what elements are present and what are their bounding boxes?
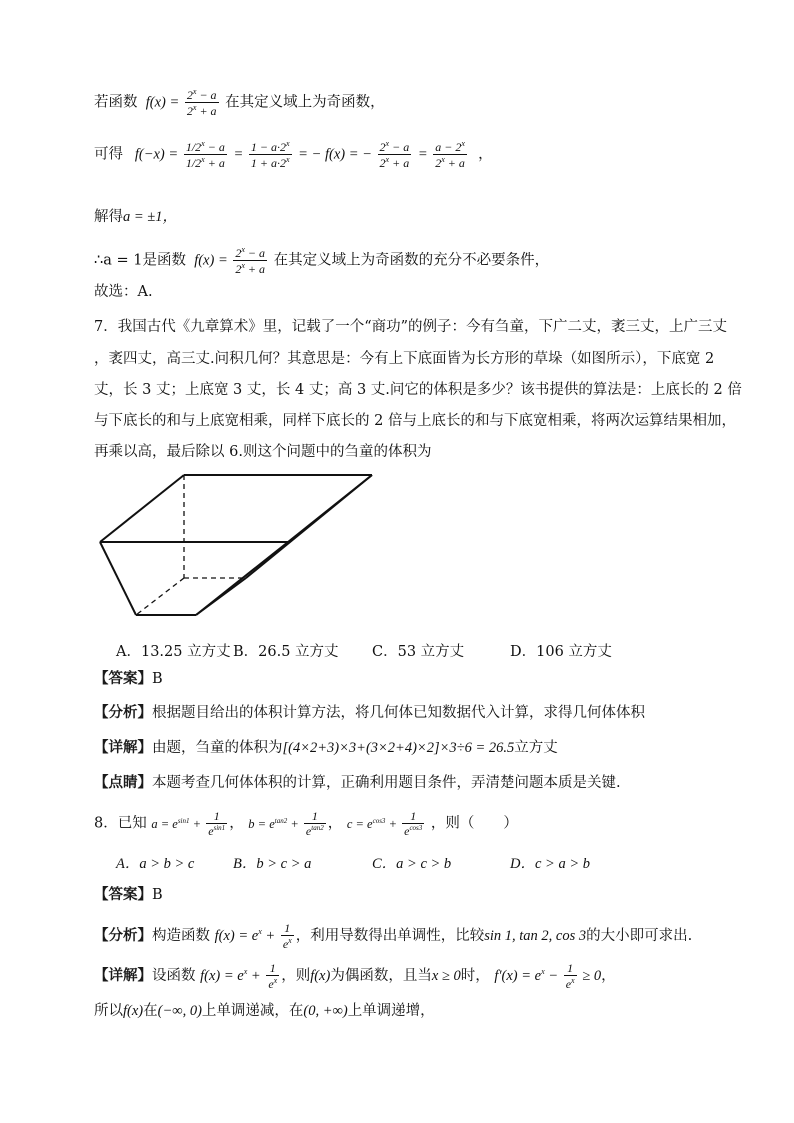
fraction: $\frac{1}{e^x}$ xyxy=(268,961,278,991)
text: ，则 xyxy=(281,968,311,984)
comment-text: 本题考查几何体体积的计算，正确利用题目条件，弄清楚问题本质是关键. xyxy=(152,775,621,791)
option-a: A．13.25 立方丈 xyxy=(116,644,231,660)
p8-answer xyxy=(94,888,163,903)
p7-line2: ，袤四丈，高三丈.问积几何？其意思是：今有上下底面皆为长方形的草垛（如图所示），下底宽 2 xyxy=(94,351,715,367)
p8-monotonic xyxy=(94,1004,435,1019)
frustum-figure xyxy=(96,470,386,630)
detail-tag: 【详解】 xyxy=(94,739,152,756)
text: 的大小即可求出. xyxy=(586,928,693,944)
formula-fx: f(x) = xyxy=(190,252,232,269)
line-odd-function xyxy=(94,88,385,117)
text: 所以 xyxy=(94,1003,123,1019)
formula: $f(x) = e^x$ + xyxy=(214,927,279,944)
fraction: $\frac{1/2^x - a}{1/2^x + a}$ xyxy=(185,139,225,170)
p7-line5: 再乘以高，最后除以 6.则这个问题中的刍童的体积为 xyxy=(94,444,432,460)
p7-line3: 丈，长 3 丈；上底宽 3 丈，长 4 丈；高 3 丈.问它的体积是多少？该书提供的算法是：上底长的 2 倍 xyxy=(94,382,742,398)
fraction: $\frac{2^x - a}{2^x + a}$ xyxy=(235,245,266,276)
option-a: A．a > b > c xyxy=(116,856,195,872)
p7-comment xyxy=(94,776,621,791)
text: 若函数 xyxy=(94,94,138,111)
text: 在 xyxy=(143,1003,158,1019)
formula-c: $c = e^{cos3}$ + xyxy=(346,816,401,831)
formula: f(x) xyxy=(123,1003,144,1019)
fraction: $\frac{1 - a\cdot 2^x}{1 + a\cdot 2^x}$ xyxy=(250,139,290,170)
text: ，利用导数得出单调性，比较 xyxy=(295,928,485,944)
option-d: D．106 立方丈 xyxy=(510,644,612,660)
answer-tag: 【答案】 xyxy=(94,886,152,903)
formula: (0, +∞) xyxy=(303,1003,348,1019)
formula: f(x) xyxy=(310,968,331,984)
text: ∴a = 1是函数 xyxy=(94,252,186,269)
p7-line1: 7．我国古代《九章算术》里，记载了一个“商功”的例子：今有刍童，下广二丈，袤三丈，上广三丈 xyxy=(94,319,728,335)
text: 设函数 xyxy=(152,968,196,984)
line-conclusion xyxy=(94,246,549,275)
fraction: $\frac{a - 2^x}{2^x + a}$ xyxy=(435,139,465,170)
fraction: $\frac{1}{e^{sin1}}$ xyxy=(208,809,226,838)
formula-fx: f(x) = xyxy=(142,94,183,111)
fraction: $\frac{1}{e^x}$ xyxy=(282,921,292,951)
detail-unit: 立方丈 xyxy=(514,740,558,756)
formula-derivative: $f'(x) = e^x$ − xyxy=(494,967,562,984)
p7-line4: 与下底长的和与上底宽相乘，同样下底长的 2 倍与上底长的和与下底宽相乘，将两次运算结果相加， xyxy=(94,413,736,429)
option-b: B．26.5 立方丈 xyxy=(233,644,339,660)
detail-tag: 【详解】 xyxy=(94,967,152,984)
text: 为偶函数，且当 xyxy=(330,968,432,984)
formula: a = ±1， xyxy=(123,209,177,225)
formula: x ≥ 0 xyxy=(431,968,461,984)
p8-detail: 【详解】设函数 $f(x) = e^x$ + $\frac{1}{e^x}$ ，则f(x)为偶函数，且当x ≥ 0时， $f'(x) = e^x$ − $\frac{1}{e^x}$ ≥ 0， xyxy=(94,961,616,991)
option-d: D．c > a > b xyxy=(510,856,590,872)
fraction: $\frac{1}{e^{tan2}}$ xyxy=(305,809,324,838)
formula: sin 1, tan 2, cos 3 xyxy=(484,928,587,944)
text: 解得 xyxy=(94,209,123,225)
line-derivation: 可得 f(−x) = $\frac{1/2^x - a}{1/2^x + a}$ = $\frac{1 - a\cdot 2^x}{1 + a\cdot 2^x}$ = − f(x) = − $\frac{2^x - a}{2^x + a}$ = $\frac{a - 2^x}{2^x + a}$ ， xyxy=(94,139,493,170)
formula-b: $b = e^{tan2}$ + xyxy=(248,816,302,831)
detail-text: 由题，刍童的体积为 xyxy=(152,740,283,756)
p7-detail xyxy=(94,741,558,756)
formula: (−∞, 0) xyxy=(157,1003,202,1019)
text: 在其定义域上为奇函数， xyxy=(225,94,385,111)
line-solve xyxy=(94,210,177,225)
p8-stem: 8．已知 $a = e^{sin1}$ + $\frac{1}{e^{sin1}}$ ， $b = e^{tan2}$ + $\frac{1}{e^{tan2}}$ ， $c = e^{cos3}$ + $\frac{1}{e^{cos3}}$ ，则（ ） xyxy=(94,809,518,838)
fraction: $\frac{1}{e^x}$ xyxy=(565,961,575,991)
fraction: $\frac{1}{e^{cos3}}$ xyxy=(404,809,423,838)
answer-value: B xyxy=(152,887,163,903)
p7-analysis xyxy=(94,706,645,721)
answer-tag: 【答案】 xyxy=(94,670,152,687)
p8-analysis xyxy=(94,922,692,950)
text: 时， xyxy=(460,968,490,984)
detail-formula: [(4×2+3)×3+(3×2+4)×2]×3÷6 = 26.5 xyxy=(282,740,515,756)
text: 8．已知 xyxy=(94,815,147,832)
formula-a: $a = e^{sin1}$ + xyxy=(151,816,205,831)
text: ， xyxy=(601,968,616,984)
text: ，则（ ） xyxy=(430,815,518,832)
analysis-tag: 【分析】 xyxy=(94,927,152,944)
text: 上单调递增， xyxy=(347,1003,435,1019)
text: 构造函数 xyxy=(152,928,210,944)
p7-answer xyxy=(94,672,163,687)
text: 可得 xyxy=(94,146,123,163)
option-c: C．a > c > b xyxy=(372,856,452,872)
fraction: $\frac{2^x - a}{2^x + a}$ xyxy=(379,139,410,170)
answer-value: B xyxy=(152,671,163,687)
comment-tag: 【点睛】 xyxy=(94,774,152,791)
text: 上单调递减，在 xyxy=(201,1003,304,1019)
text: 在其定义域上为奇函数的充分不必要条件， xyxy=(273,252,550,269)
option-c: C．53 立方丈 xyxy=(372,644,465,660)
analysis-tag: 【分析】 xyxy=(94,704,152,721)
formula: $f(x) = e^x$ + xyxy=(200,967,265,984)
analysis-text: 根据题目给出的体积计算方法，将几何体已知数据代入计算，求得几何体体积 xyxy=(152,705,645,721)
fraction: $\frac{2^x - a}{2^x + a}$ xyxy=(186,87,217,118)
formula-f-neg-x: f(−x) = xyxy=(127,146,182,163)
line-choice: 故选：A. xyxy=(94,284,153,300)
option-b: B．b > c > a xyxy=(233,856,312,872)
